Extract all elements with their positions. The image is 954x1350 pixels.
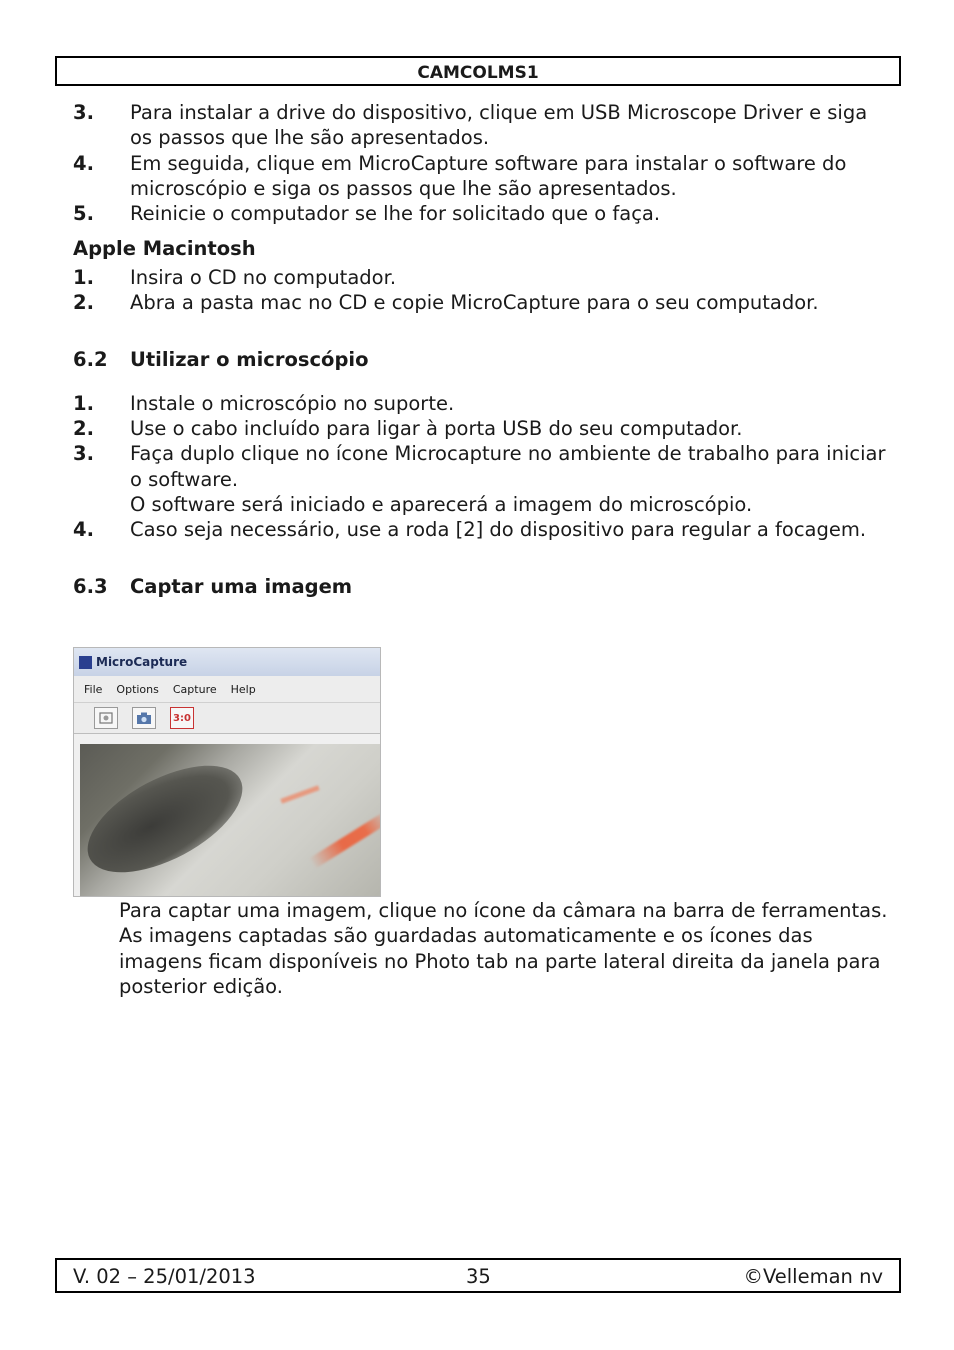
item-text: Para instalar a drive do dispositivo, clique em USB Microscope Driver e siga os passos que lhe são apresentados. [130, 101, 868, 150]
section-title: Utilizar o microscópio [130, 348, 369, 372]
apple-heading: Apple Macintosh [73, 237, 256, 261]
item-text: Em seguida, clique em MicroCapture software para instalar o software do microscópio e siga os passos que lhe são apresentados. [130, 151, 847, 200]
section-number: 6.2 [73, 348, 108, 372]
item-extra-text: O software será iniciado e aparecerá a imagem do microscópio. [130, 492, 753, 516]
item-number: 4. [73, 518, 94, 542]
item-number: 1. [73, 391, 94, 415]
item-text: Faça duplo clique no ícone Microcapture no ambiente de trabalho para iniciar o software. [130, 442, 886, 491]
screenshot-menubar [74, 676, 380, 703]
apple-steps-list [73, 265, 893, 316]
paragraph: As imagens captadas são guardadas automaticamente e os ícones das imagens ficam disponíveis no Photo tab na parte lateral direita da janela para posterior edição. [119, 924, 881, 998]
menu-options: Options [116, 682, 159, 696]
footer-page-number: 35 [466, 1265, 491, 1288]
item-number: 3. [73, 101, 94, 124]
screenshot-window-title: MicroCapture [96, 655, 188, 669]
footer-version: V. 02 – 25/01/2013 [73, 1265, 256, 1288]
install-steps-list [73, 100, 893, 226]
app-icon [79, 656, 92, 669]
menu-file: File [84, 682, 103, 696]
section-number: 6.3 [73, 575, 108, 599]
timer-icon: 3:0 [170, 707, 194, 729]
item-text: Instale o microscópio no suporte. [130, 391, 455, 415]
item-text: Insira o CD no computador. [130, 265, 397, 289]
camera-icon [132, 707, 156, 729]
screenshot-toolbar [74, 703, 380, 734]
section-heading-6-3 [73, 574, 893, 599]
section-title: Captar uma imagem [130, 575, 353, 599]
item-number: 1. [73, 265, 94, 289]
section-heading-6-2 [73, 347, 893, 372]
page-header [55, 56, 901, 86]
list-item [73, 517, 893, 542]
list-item [73, 290, 893, 315]
photo-icon [94, 707, 118, 729]
screenshot-titlebar [74, 648, 380, 676]
microscope-image [80, 744, 380, 897]
list-item [73, 100, 893, 151]
image-red-streak [309, 811, 381, 869]
list-item [73, 416, 893, 441]
image-shadow [73, 744, 259, 894]
footer-copyright: ©Velleman nv [743, 1265, 883, 1288]
item-number: 5. [73, 202, 94, 226]
item-text: Caso seja necessário, use a roda [2] do dispositivo para regular a focagem. [130, 518, 867, 542]
item-text: Abra a pasta mac no CD e copie MicroCapture para o seu computador. [130, 291, 819, 315]
item-text: Reinicie o computador se lhe for solicitado que o faça. [130, 202, 661, 226]
microscope-steps-list [73, 391, 893, 543]
list-item [73, 151, 893, 202]
item-text: Use o cabo incluído para ligar à porta USB do seu computador. [130, 416, 743, 440]
item-number: 3. [73, 442, 94, 466]
header-title: CAMCOLMS1 [417, 63, 539, 83]
page-footer [55, 1258, 901, 1293]
main-content [73, 100, 893, 600]
list-item [73, 441, 893, 517]
menu-capture: Capture [172, 682, 217, 696]
item-number: 2. [73, 291, 94, 315]
microcapture-screenshot [73, 647, 381, 897]
capture-instructions [119, 898, 889, 999]
menu-help: Help [230, 682, 256, 696]
list-item [73, 201, 893, 226]
image-red-streak [280, 785, 319, 803]
list-item [73, 265, 893, 290]
paragraph: Para captar uma imagem, clique no ícone da câmara na barra de ferramentas. [119, 899, 888, 922]
item-number: 4. [73, 151, 94, 175]
item-number: 2. [73, 416, 94, 440]
list-item [73, 391, 893, 416]
